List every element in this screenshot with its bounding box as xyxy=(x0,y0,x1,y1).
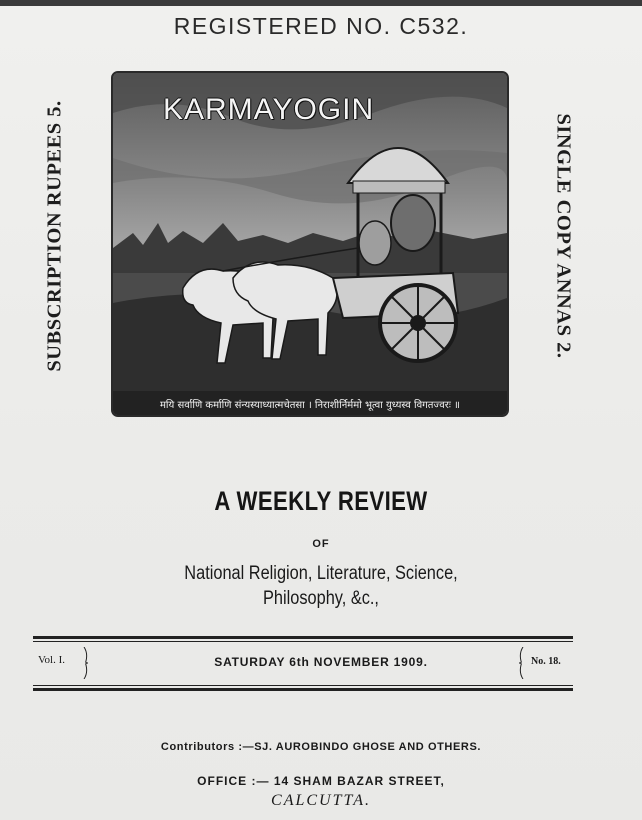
single-copy-price: SINGLE COPY ANNAS 2. xyxy=(552,113,575,359)
chariot-wheel xyxy=(380,285,456,361)
scan-top-border xyxy=(0,0,642,6)
review-headline: A WEEKLY REVIEW xyxy=(214,486,428,516)
issue-volume: Vol. I. xyxy=(38,654,65,666)
contributors-line: Contributors :—SJ. AUROBINDO GHOSE AND OTHERS. xyxy=(160,741,482,753)
masthead-title: KARMAYOGIN xyxy=(163,93,375,126)
masthead-illustration xyxy=(111,71,509,417)
issue-date: SATURDAY 6th NOVEMBER 1909. xyxy=(214,655,428,669)
sanskrit-caption: मयि सर्वाणि कर्माणि संन्यस्याध्यात्मचेतसा । निराशीर्निर्ममो भूत्वा युध्यस्व विगतज्वरः ॥ xyxy=(159,400,461,411)
office-city: CALCUTTA. xyxy=(271,792,371,809)
review-of: OF xyxy=(312,538,330,550)
bottom-thin-rule xyxy=(33,685,573,686)
registration-number: REGISTERED NO. C532. xyxy=(173,13,469,39)
review-subtitle-line1: National Religion, Literature, Science, xyxy=(184,563,458,584)
top-thin-rule xyxy=(33,641,573,642)
top-double-rule xyxy=(33,636,573,639)
issue-number: No. 18. xyxy=(531,656,561,667)
bottom-double-rule xyxy=(33,688,573,691)
charioteer-figure xyxy=(391,195,435,251)
right-brace-ornament xyxy=(518,647,524,679)
review-subtitle-line2: Philosophy, &c., xyxy=(263,588,379,609)
subscription-price: SUBSCRIPTION RUPEES 5. xyxy=(43,100,66,372)
office-address: OFFICE :— 14 SHAM BAZAR STREET, xyxy=(197,774,445,788)
